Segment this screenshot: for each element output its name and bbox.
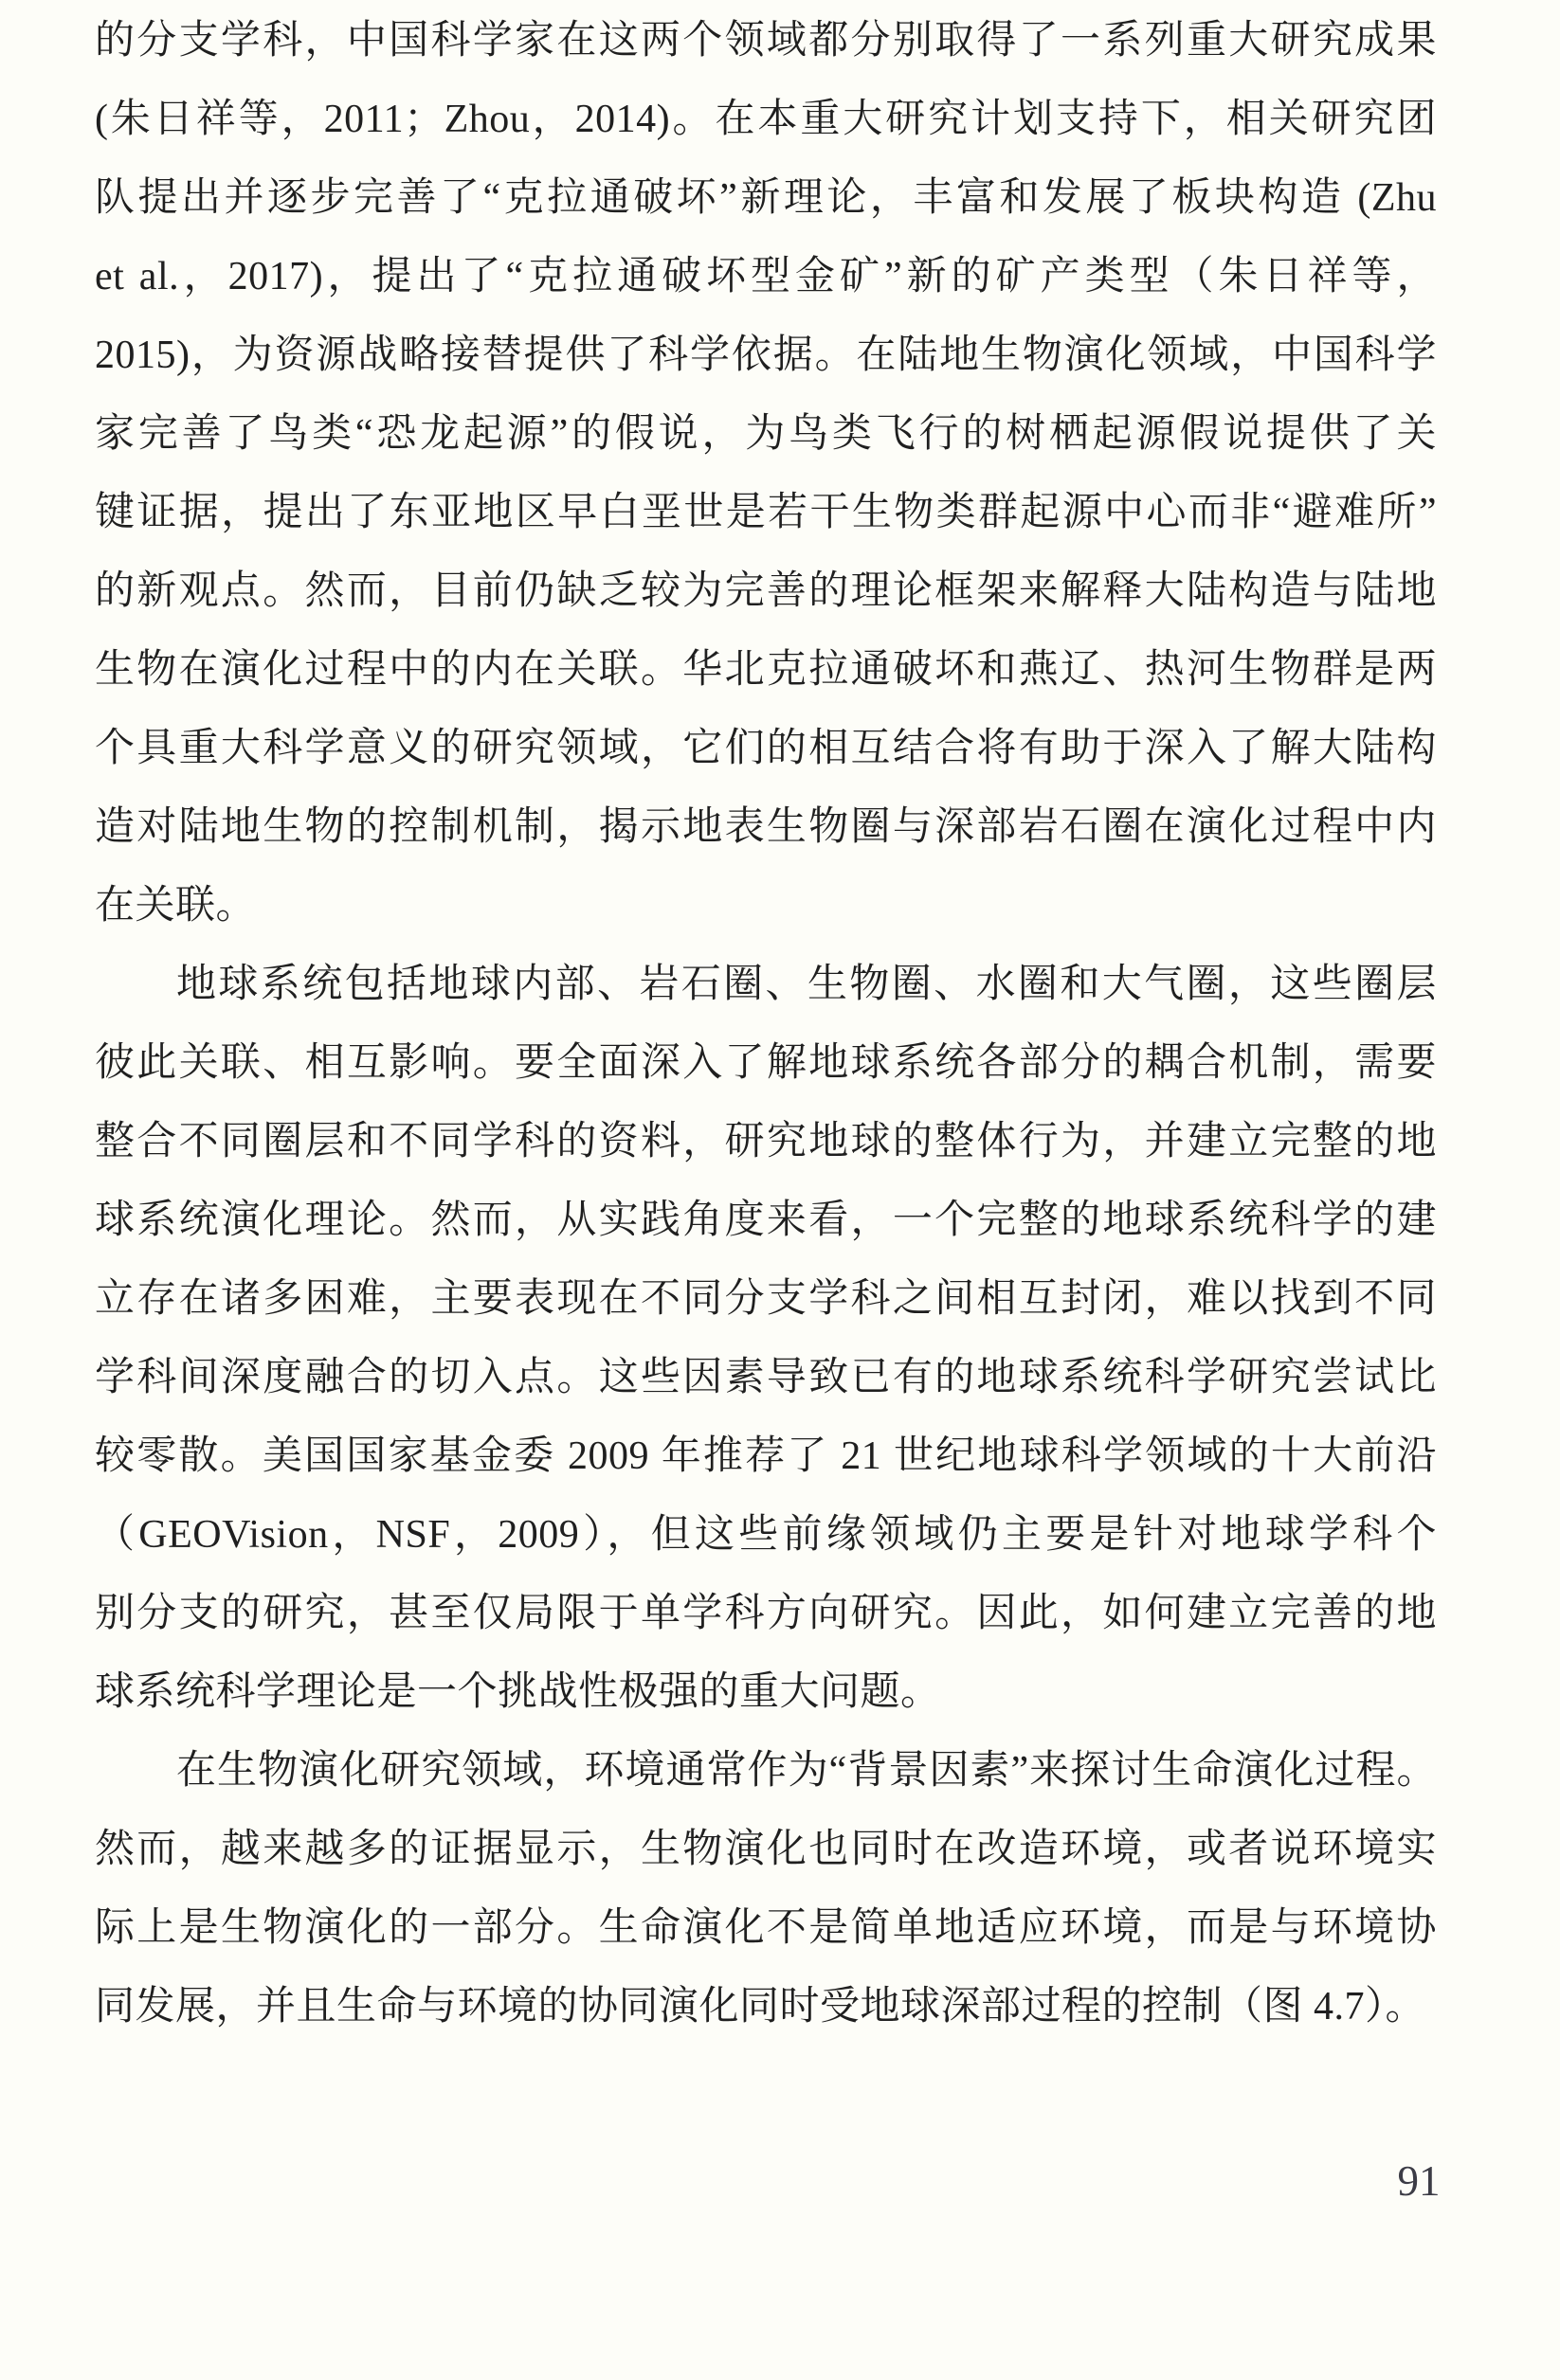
text-line: 整合不同圈层和不同学科的资料，研究地球的整体行为，并建立完整的地 — [95, 1120, 1437, 1163]
text-line: 队提出并逐步完善了“克拉通破坏”新理论，丰富和发展了板块构造 (Zhu — [95, 176, 1437, 220]
text-line: et al.，2017)，提出了“克拉通破坏型金矿”新的矿产类型（朱日祥等， — [95, 255, 1437, 298]
text-line: 在生物演化研究领域，环境通常作为“背景因素”来探讨生命演化过程。 — [176, 1749, 1437, 1793]
text-line: 学科间深度融合的切入点。这些因素导致已有的地球系统科学研究尝试比 — [95, 1356, 1437, 1399]
text-line: 个具重大科学意义的研究领域，它们的相互结合将有助于深入了解大陆构 — [95, 727, 1437, 770]
body-text — [95, 2, 1437, 2046]
text-line: (朱日祥等，2011；Zhou，2014)。在本重大研究计划支持下，相关研究团 — [95, 98, 1437, 141]
text-line: 2015)，为资源战略接替提供了科学依据。在陆地生物演化领域，中国科学 — [95, 334, 1437, 377]
text-line: 彼此关联、相互影响。要全面深入了解地球系统各部分的耦合机制，需要 — [95, 1041, 1437, 1085]
text-line: 别分支的研究，甚至仅局限于单学科方向研究。因此，如何建立完善的地 — [95, 1592, 1437, 1635]
text-line: 然而，越来越多的证据显示，生物演化也同时在改造环境，或者说环境实 — [95, 1828, 1437, 1871]
text-line: 较零散。美国国家基金委 2009 年推荐了 21 世纪地球科学领域的十大前沿 — [95, 1434, 1437, 1478]
text-line: 地球系统包括地球内部、岩石圈、生物圈、水圈和大气圈，这些圈层 — [176, 963, 1437, 1006]
text-line: 球系统演化理论。然而，从实践角度来看，一个完整的地球系统科学的建 — [95, 1199, 1437, 1242]
text-line: 家完善了鸟类“恐龙起源”的假说，为鸟类飞行的树栖起源假说提供了关 — [95, 412, 1437, 456]
text-line: 际上是生物演化的一部分。生命演化不是简单地适应环境，而是与环境协 — [95, 1906, 1437, 1950]
text-line: 同发展，并且生命与环境的协同演化同时受地球深部过程的控制（图 4.7）。 — [95, 1985, 1426, 2028]
text-line: （GEOVision，NSF，2009），但这些前缘领域仍主要是针对地球学科个 — [95, 1513, 1437, 1557]
text-line: 的新观点。然而，目前仍缺乏较为完善的理论框架来解释大陆构造与陆地 — [95, 569, 1437, 613]
text-line: 在关联。 — [95, 884, 257, 928]
text-line: 造对陆地生物的控制机制，揭示地表生物圈与深部岩石圈在演化过程中内 — [95, 805, 1437, 849]
page-number: 91 — [1397, 2157, 1441, 2205]
text-line: 键证据，提出了东亚地区早白垩世是若干生物类群起源中心而非“避难所” — [95, 491, 1437, 534]
text-line: 的分支学科，中国科学家在这两个领域都分别取得了一系列重大研究成果 — [95, 19, 1437, 63]
text-line: 立存在诸多困难，主要表现在不同分支学科之间相互封闭，难以找到不同 — [95, 1277, 1437, 1321]
text-line: 球系统科学理论是一个挑战性极强的重大问题。 — [95, 1670, 941, 1714]
text-line: 生物在演化过程中的内在关联。华北克拉通破坏和燕辽、热河生物群是两 — [95, 648, 1437, 692]
